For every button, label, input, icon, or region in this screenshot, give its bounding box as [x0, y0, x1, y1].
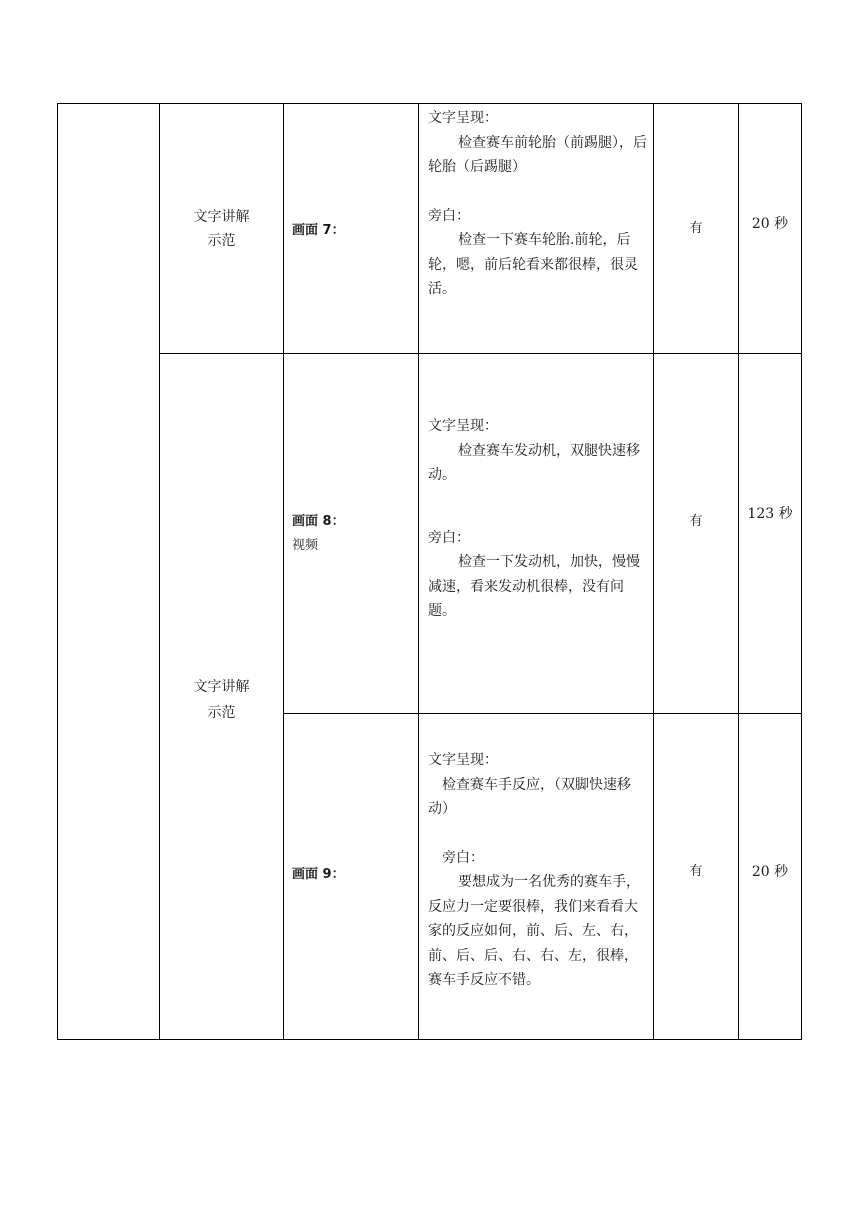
voice-title: 旁白： [428, 207, 470, 224]
content-row2 [428, 414, 648, 624]
voice-body: 要想成为一名优秀的赛车手，反应力一定要很棒，我们来看看大家的反应如何，前、后、左、右，前、后、后、右、右、左，很棒，赛车手反应不错。 [428, 874, 640, 988]
voice-body: 检查一下发动机，加快，慢慢减速，看来发动机很棒，没有问题。 [428, 554, 640, 619]
duration-cell-row1: 20 秒 [751, 216, 789, 232]
voice-title: 旁白： [428, 529, 470, 546]
content-row1 [428, 106, 648, 302]
has-cell-row1: 有 [689, 220, 703, 236]
grid-line [57, 1039, 802, 1040]
text-body: 检查赛车发动机，双腿快速移动。 [428, 442, 640, 483]
text-title: 文字呈现： [428, 110, 498, 126]
text-body: 检查赛车前轮胎（前踢腿），后轮胎（后踢腿） [428, 134, 647, 175]
has-cell-row3: 有 [689, 864, 703, 879]
grid-line [801, 103, 802, 1040]
scene-sub: 视频 [292, 538, 319, 553]
duration-cell-row2: 123 秒 [747, 506, 793, 522]
scene-label: 画面 7： [292, 223, 345, 238]
type-cell-row1: 文字讲解 示范 [193, 208, 250, 249]
voice-body: 检查一下赛车轮胎.前轮，后轮，嗯，前后轮看来都很棒，很灵活。 [428, 232, 638, 297]
scene-label: 画面 8： [292, 514, 345, 529]
text-title: 文字呈现： [428, 752, 498, 768]
scene-cell-row3 [292, 714, 412, 1030]
duration-cell-row3: 20 秒 [751, 864, 789, 880]
grid-line [57, 103, 58, 1040]
grid-line [283, 103, 284, 1040]
scene-cell-row2 [292, 510, 412, 558]
type-cell-merged: 文字讲解 示范 [193, 679, 250, 721]
content-row3 [428, 748, 648, 993]
scene-cell-row1 [292, 104, 412, 353]
text-title: 文字呈现： [428, 418, 498, 434]
scene-label: 画面 9： [292, 866, 345, 882]
grid-line [418, 103, 419, 1040]
text-body: 检查赛车手反应，（双脚快速移动） [428, 776, 631, 817]
has-cell-row2: 有 [689, 514, 703, 529]
voice-title: 旁白： [442, 849, 484, 866]
